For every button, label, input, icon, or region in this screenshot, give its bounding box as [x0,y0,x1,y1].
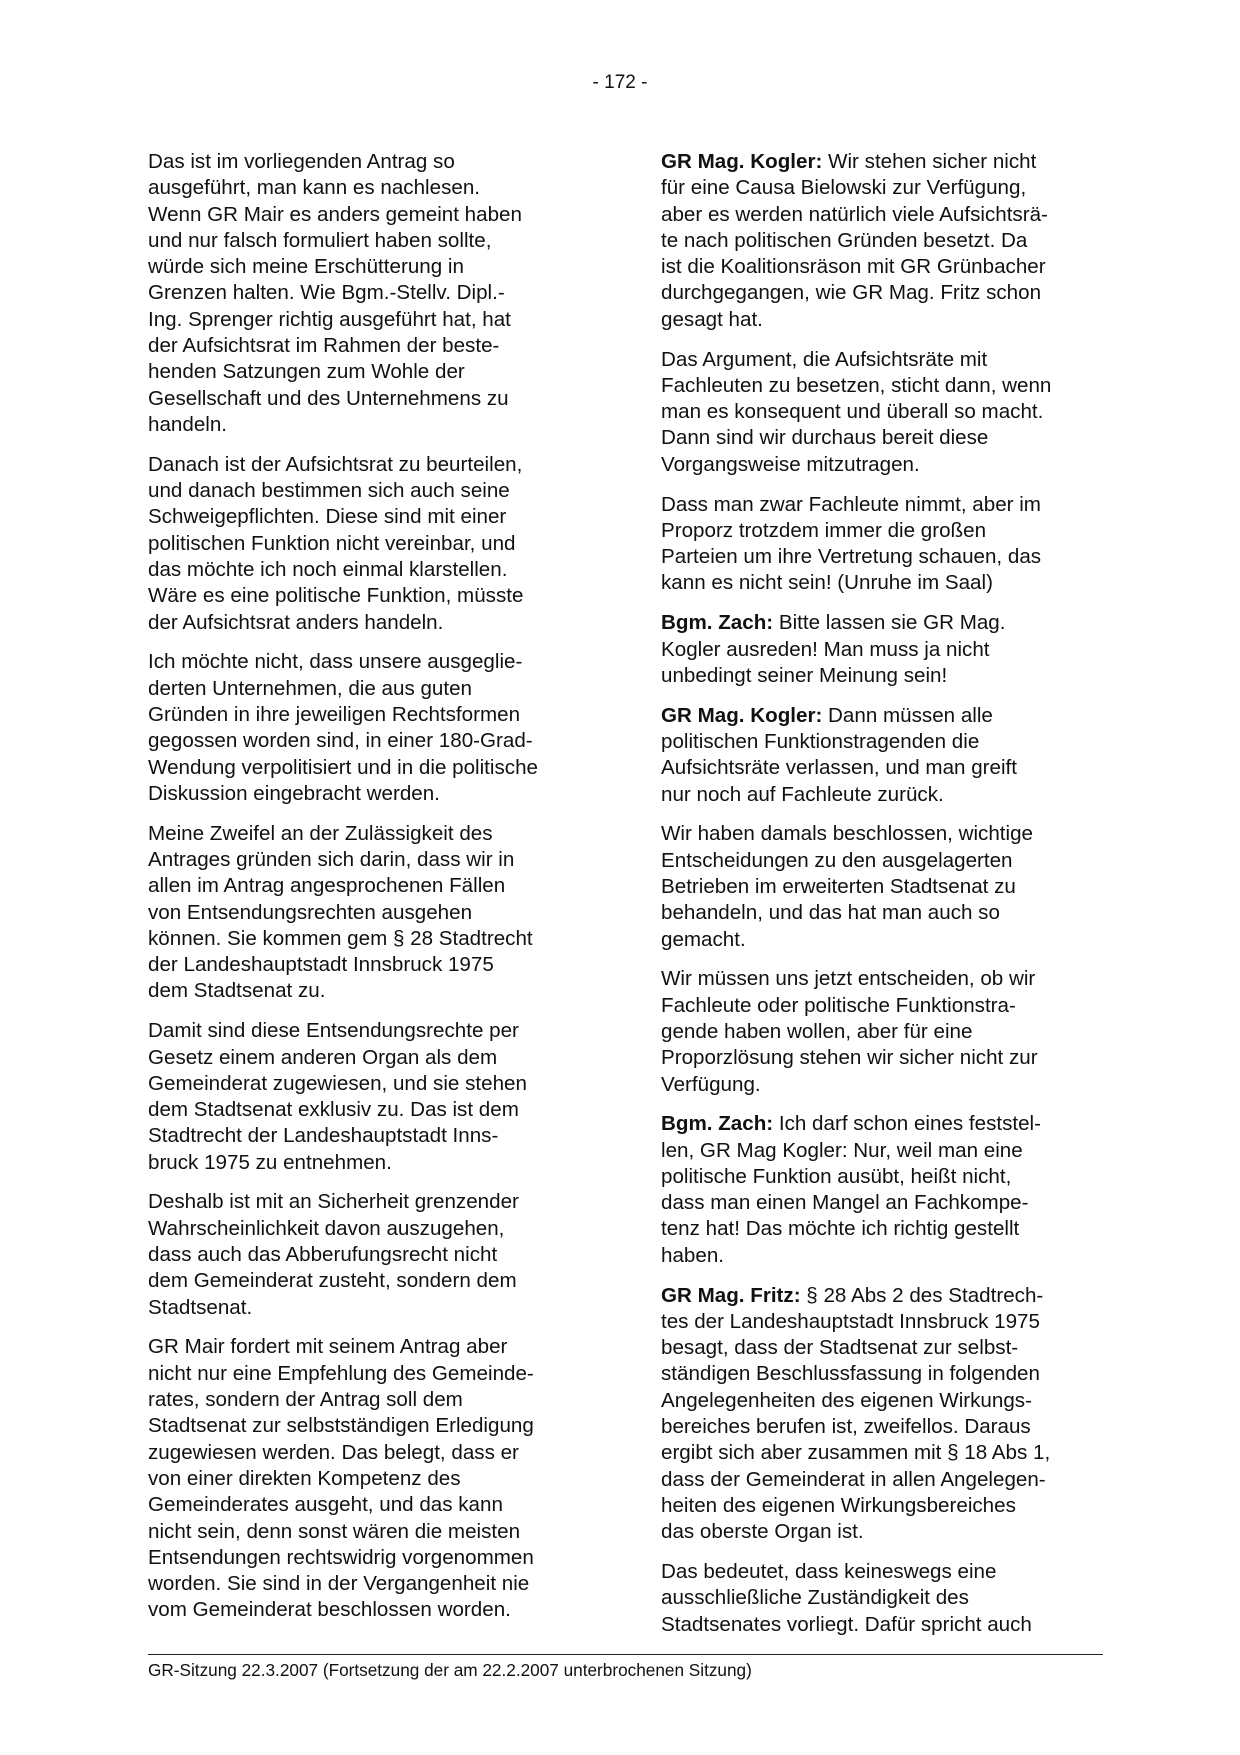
paragraph-text: Wir stehen sicher nicht für eine Causa Bielowski zur Verfügung, aber es werden natürlich viele Aufsichtsrä- te nach politischen Gründen besetzt. Da ist die Koalitionsräson mit GR Grünbacher durchgegangen, wie GR Mag. Fritz schon gesagt hat. [661,150,1048,331]
speaker-name: GR Mag. Fritz: [661,1283,801,1307]
footer-divider [148,1654,1103,1655]
paragraph: GR Mair fordert mit seinem Antrag aber nicht nur eine Empfehlung des Gemeinde- rates, sondern der Antrag soll dem Stadtsenat zur selbstständigen Erledigung zugewiesen werden. Das belegt, dass er von einer direkten Kompetenz des Gemeinderates ausgeht, und das kann nicht sein, denn sonst wären die meisten Entsendungen rechtswidrig vorgenommen worden. Sie sind in der Vergangenheit nie vom Gemeinderat beschlossen worden. [148,1335,534,1622]
paragraph-text: Das bedeutet, dass keineswegs eine ausschließliche Zuständigkeit des Stadtsenates vorliegt. Dafür spricht auch [661,1560,1032,1636]
paragraph [661,703,1107,808]
paragraph-text: Dass man zwar Fachleute nimmt, aber im Proporz trotzdem immer die großen Parteien um ihre Vertretung schauen, das kann es nicht sein! (Unruhe im Saal) [661,492,1042,595]
speaker-name: GR Mag. Kogler: [661,150,823,173]
paragraph-text: Wir müssen uns jetzt entscheiden, ob wir Fachleute oder politische Funktionstra- gende haben wollen, aber für eine Proporzlösung stehen wir sicher nicht zur Verfügung. [661,967,1038,1096]
paragraph [661,492,1107,597]
paragraph-text: Das Argument, die Aufsichtsräte mit Fachleuten zu besetzen, sticht dann, wenn man es konsequent und überall so macht. Dann sind wir durchaus bereit diese Vorgangsweise mitzutragen. [661,347,1052,476]
paragraph [661,966,1107,1097]
speaker-name: Bgm. Zach: [661,1112,774,1136]
paragraph [661,821,1107,952]
right-column [661,149,1107,1651]
paragraph [661,347,1107,478]
paragraph [661,1559,1107,1638]
paragraph: Ich möchte nicht, dass unsere ausgeglie- derten Unternehmen, die aus guten Gründen in ihre jeweiligen Rechtsformen gegossen worden sind, in einer 180-Grad- Wendung verpolitisiert und in die politische Diskussion eingebracht werden. [148,650,538,805]
paragraph [661,149,1107,333]
speaker-name: GR Mag. Kogler: [661,703,823,727]
paragraph: Meine Zweifel an der Zulässigkeit des Antrages gründen sich darin, dass wir in allen im Antrag angesprochenen Fällen von Entsendungsrechten ausgehen können. Sie kommen gem § 28 Stadtrecht der Landeshauptstadt Innsbruck 1975 dem Stadtsenat zu. [148,821,533,1003]
speaker-name: Bgm. Zach: [661,611,774,635]
footer-session-info: GR-Sitzung 22.3.2007 (Fortsetzung der am 22.2.2007 unterbrochenen Sitzung) [148,1660,752,1680]
paragraph: Damit sind diese Entsendungsrechte per Gesetz einem anderen Organ als dem Gemeinderat zugewiesen, und sie stehen dem Stadtsenat exklusiv zu. Das ist dem Stadtrecht der Landeshauptstadt Inns- bruck 1975 zu entnehmen. [148,1019,527,1174]
paragraph [661,610,1107,689]
paragraph-text: Bitte lassen sie GR Mag. Kogler ausreden! Man muss ja nicht unbedingt seiner Meinung sein! [661,611,1006,687]
paragraph-text: § 28 Abs 2 des Stadtrech- tes der Landeshauptstadt Innsbruck 1975 besagt, dass der Stadtsenat zur selbst- ständigen Beschlussfassung in folgenden Angelegenheiten des eigenen Wirkungs- bereiches berufen ist, zweifellos. Daraus ergibt sich aber zusammen mit § 18 Abs 1, dass der Gemeinderat in allen Angelegen- heiten des eigenen Wirkungsbereiches das oberste Organ ist. [661,1283,1051,1544]
page-number: - 172 - [592,72,648,93]
paragraph: Deshalb ist mit an Sicherheit grenzender Wahrscheinlichkeit davon auszugehen, dass auch das Abberufungsrecht nicht dem Gemeinderat zusteht, sondern dem Stadtsenat. [148,1190,519,1319]
paragraph [661,1111,1107,1269]
left-column [148,149,594,1637]
paragraph: Danach ist der Aufsichtsrat zu beurteilen, und danach bestimmen sich auch seine Schweigepflichten. Diese sind mit einer politischen Funktion nicht vereinbar, und das möchte ich noch einmal klarstellen. Wäre es eine politische Funktion, müsste der Aufsichtsrat anders handeln. [148,452,524,634]
paragraph [661,1283,1107,1546]
paragraph: Das ist im vorliegenden Antrag so ausgeführt, man kann es nachlesen. Wenn GR Mair es anders gemeint haben und nur falsch formuliert haben sollte, würde sich meine Erschütterung in Grenzen halten. Wie Bgm.-Stellv. Dipl.- Ing. Sprenger richtig ausgeführt hat, hat der Aufsichtsrat im Rahmen der beste- henden Satzungen zum Wohle der Gesellschaft und des Unternehmens zu handeln. [148,150,522,436]
paragraph-text: Ich darf schon eines feststel- len, GR Mag Kogler: Nur, weil man eine politische Funktion ausübt, heißt nicht, dass man einen Mangel an Fachkompe- tenz hat! Das möchte ich richtig gestellt haben. [661,1112,1041,1267]
paragraph-text: Dann müssen alle politischen Funktionstragenden die Aufsichtsräte verlassen, und man greift nur noch auf Fachleute zurück. [661,703,1017,806]
paragraph-text: Wir haben damals beschlossen, wichtige Entscheidungen zu den ausgelagerten Betrieben im erweiterten Stadtsenat zu behandeln, und das hat man auch so gemacht. [661,822,1034,951]
